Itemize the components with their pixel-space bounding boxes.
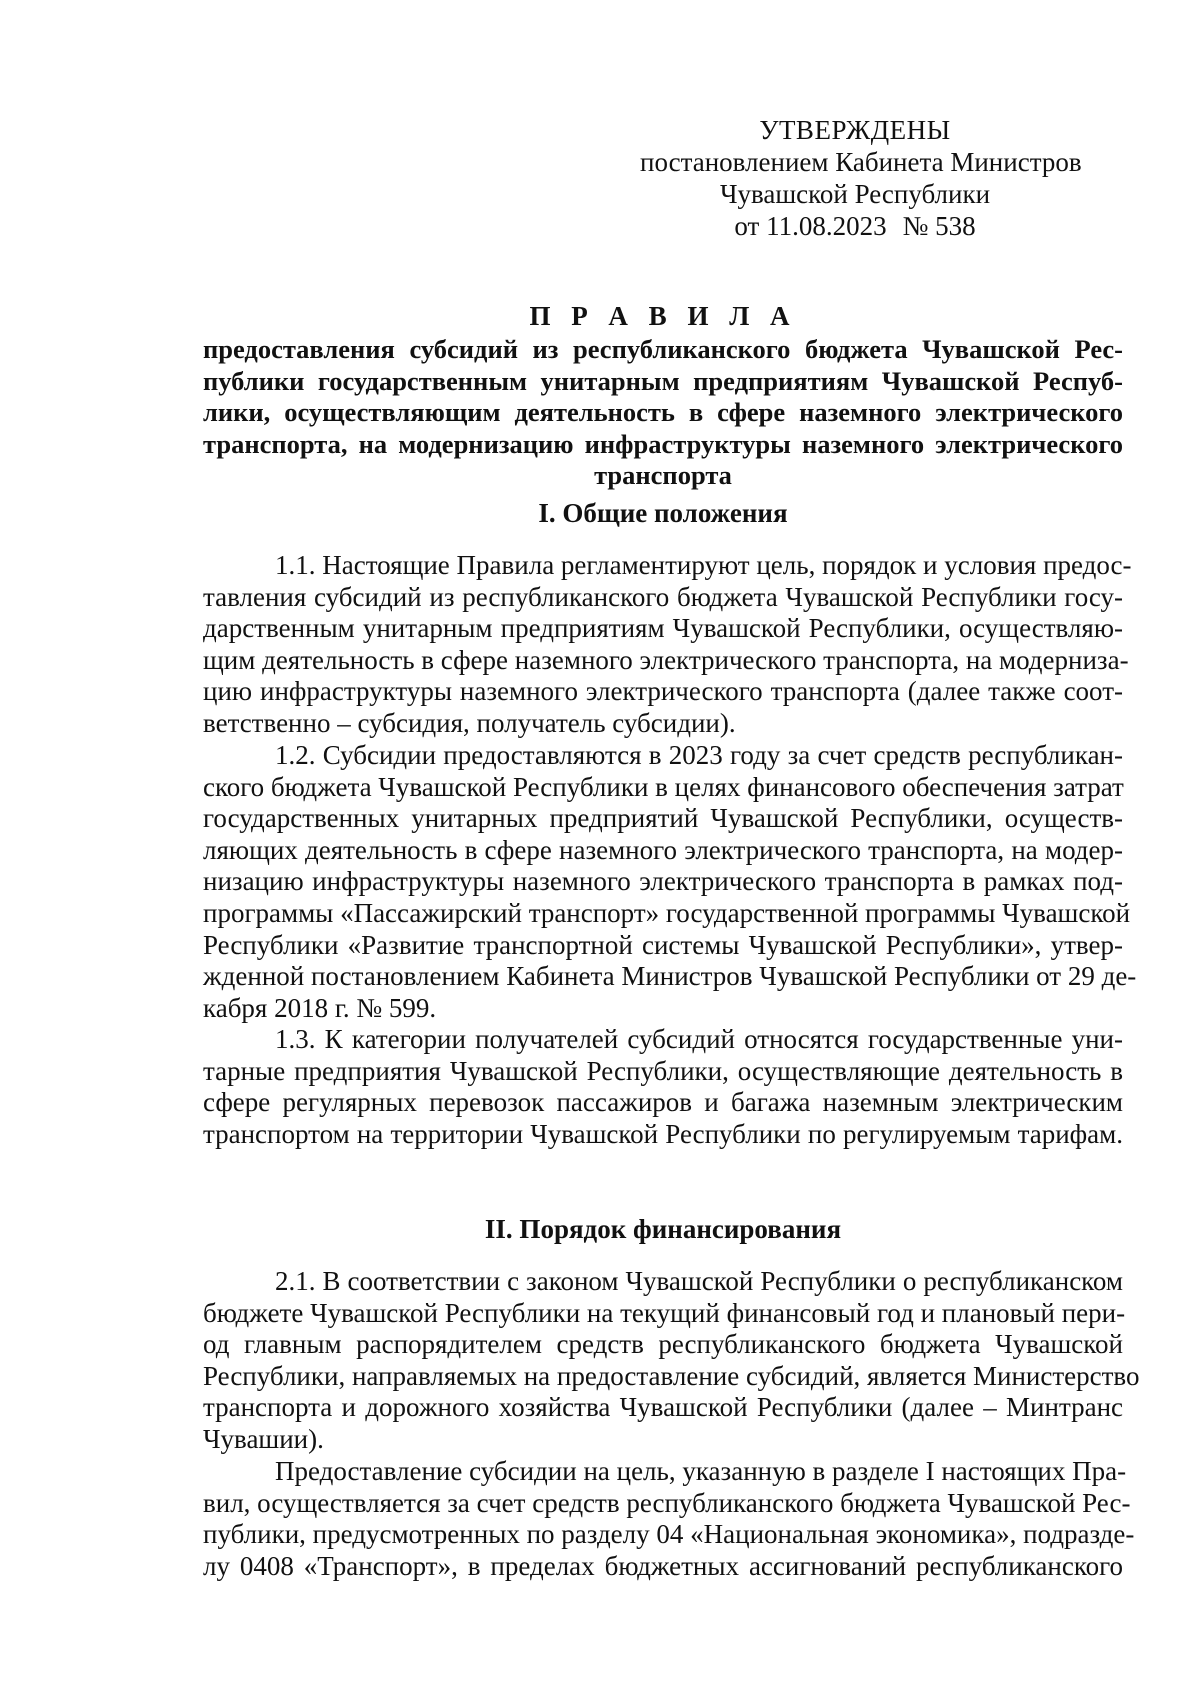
paragraph-line: лу 0408 «Транспорт», в пределах бюджетных ассигнований республиканского [203,1550,1123,1581]
subtitle-line: транспорта [594,460,732,490]
approval-line-2: Чувашской Республики [719,179,991,209]
approval-date-number [640,210,1070,242]
paragraph-line: государственных унитарных предприятий Чувашской Республики, осуществ- [203,803,1123,834]
paragraph-line: вил, осуществляется за счет средств республиканского бюджета Чувашской Рес- [203,1487,1131,1518]
paragraph-line: Республики, направляемых на предоставление субсидий, является Министерство [203,1360,1140,1391]
paragraph-2-1 [203,1266,1140,1456]
paragraph-line: 1.2. Субсидии предоставляются в 2023 году за счет средств республикан- [275,740,1123,770]
document-title: П Р А В И Л А [529,301,797,331]
paragraph-line: сфере регулярных перевозок пассажиров и багажа наземным электрическим [203,1087,1123,1118]
approval-number: № 538 [902,211,976,241]
approval-title: УТВЕРЖДЕНЫ [759,115,951,145]
paragraph-line: тавления субсидий из республиканского бюджета Чувашской Республики госу- [203,581,1123,612]
subtitle-line: предоставления субсидий из республиканского бюджета Чувашской Рес- [203,334,1123,364]
approval-stamp [640,114,1082,242]
paragraph-line: ляющих деятельность в сфере наземного электрического транспорта, на модер- [203,834,1123,865]
paragraph-line: кабря 2018 г. № 599. [203,992,437,1023]
approval-line-1: постановлением Кабинета Министров [640,147,1082,177]
paragraph-line: цию инфраструктуры наземного электрического транспорта (далее также соот- [203,676,1123,707]
paragraph-1-2 [203,740,1137,1024]
paragraph-1-1 [203,550,1132,740]
paragraph-line: транспорта и дорожного хозяйства Чувашской Республики (далее – Минтранс [203,1392,1123,1423]
paragraph-line: публики, предусмотренных по разделу 04 «Национальная экономика», подразде- [203,1519,1135,1550]
paragraph-line: дарственным унитарным предприятиям Чувашской Республики, осуществляю- [203,613,1123,644]
section-heading-general: I. Общие положения [538,498,788,528]
paragraph-line: программы «Пассажирский транспорт» государственной программы Чувашской [203,897,1131,928]
paragraph-line: низацию инфраструктуры наземного электрического транспорта в рамках под- [203,866,1123,897]
paragraph-1-3 [203,1024,1123,1150]
approval-date: от 11.08.2023 [734,211,887,241]
paragraph-line: Предоставление субсидии на цель, указанную в разделе I настоящих Пра- [275,1456,1127,1486]
paragraph-line: 1.3. К категории получателей субсидий относятся государственные уни- [275,1024,1123,1054]
paragraph-line: 2.1. В соответствии с законом Чувашской Республики о республиканском [275,1266,1123,1296]
section-heading-financing: II. Порядок финансирования [484,1214,842,1244]
paragraph-line: Чувашии). [203,1423,324,1454]
subtitle-line: транспорта, на модернизацию инфраструктуры наземного электрического [203,428,1123,459]
paragraph-line: од главным распорядителем средств республиканского бюджета Чувашской [203,1329,1123,1360]
document-title-block [203,300,1123,492]
paragraph-2-2 [203,1456,1135,1582]
paragraph-line: 1.1. Настоящие Правила регламентируют цель, порядок и условия предос- [275,550,1132,580]
paragraph-line: щим деятельность в сфере наземного электрического транспорта, на модерниза- [203,644,1129,675]
paragraph-line: ветственно – субсидия, получатель субсидии). [203,707,736,738]
paragraph-line: тарные предприятия Чувашской Республики, осуществляющие деятельность в [203,1055,1123,1086]
document-subtitle [203,334,1123,492]
paragraph-line: жденной постановлением Кабинета Министров Чувашской Республики от 29 де- [203,961,1137,992]
paragraph-line: Республики «Развитие транспортной системы Чувашской Республики», утвер- [203,929,1123,960]
paragraph-line: транспортом на территории Чувашской Республики по регулируемым тарифам. [203,1118,1123,1149]
subtitle-line: публики государственным унитарным предприятиям Чувашской Респуб- [203,365,1123,396]
subtitle-line: лики, осуществляющим деятельность в сфере наземного электрического [203,397,1123,427]
paragraph-line: ского бюджета Чувашской Республики в целях финансового обеспечения затрат [203,771,1124,802]
paragraph-line: бюджете Чувашской Республики на текущий финансовый год и плановый пери- [203,1297,1126,1328]
